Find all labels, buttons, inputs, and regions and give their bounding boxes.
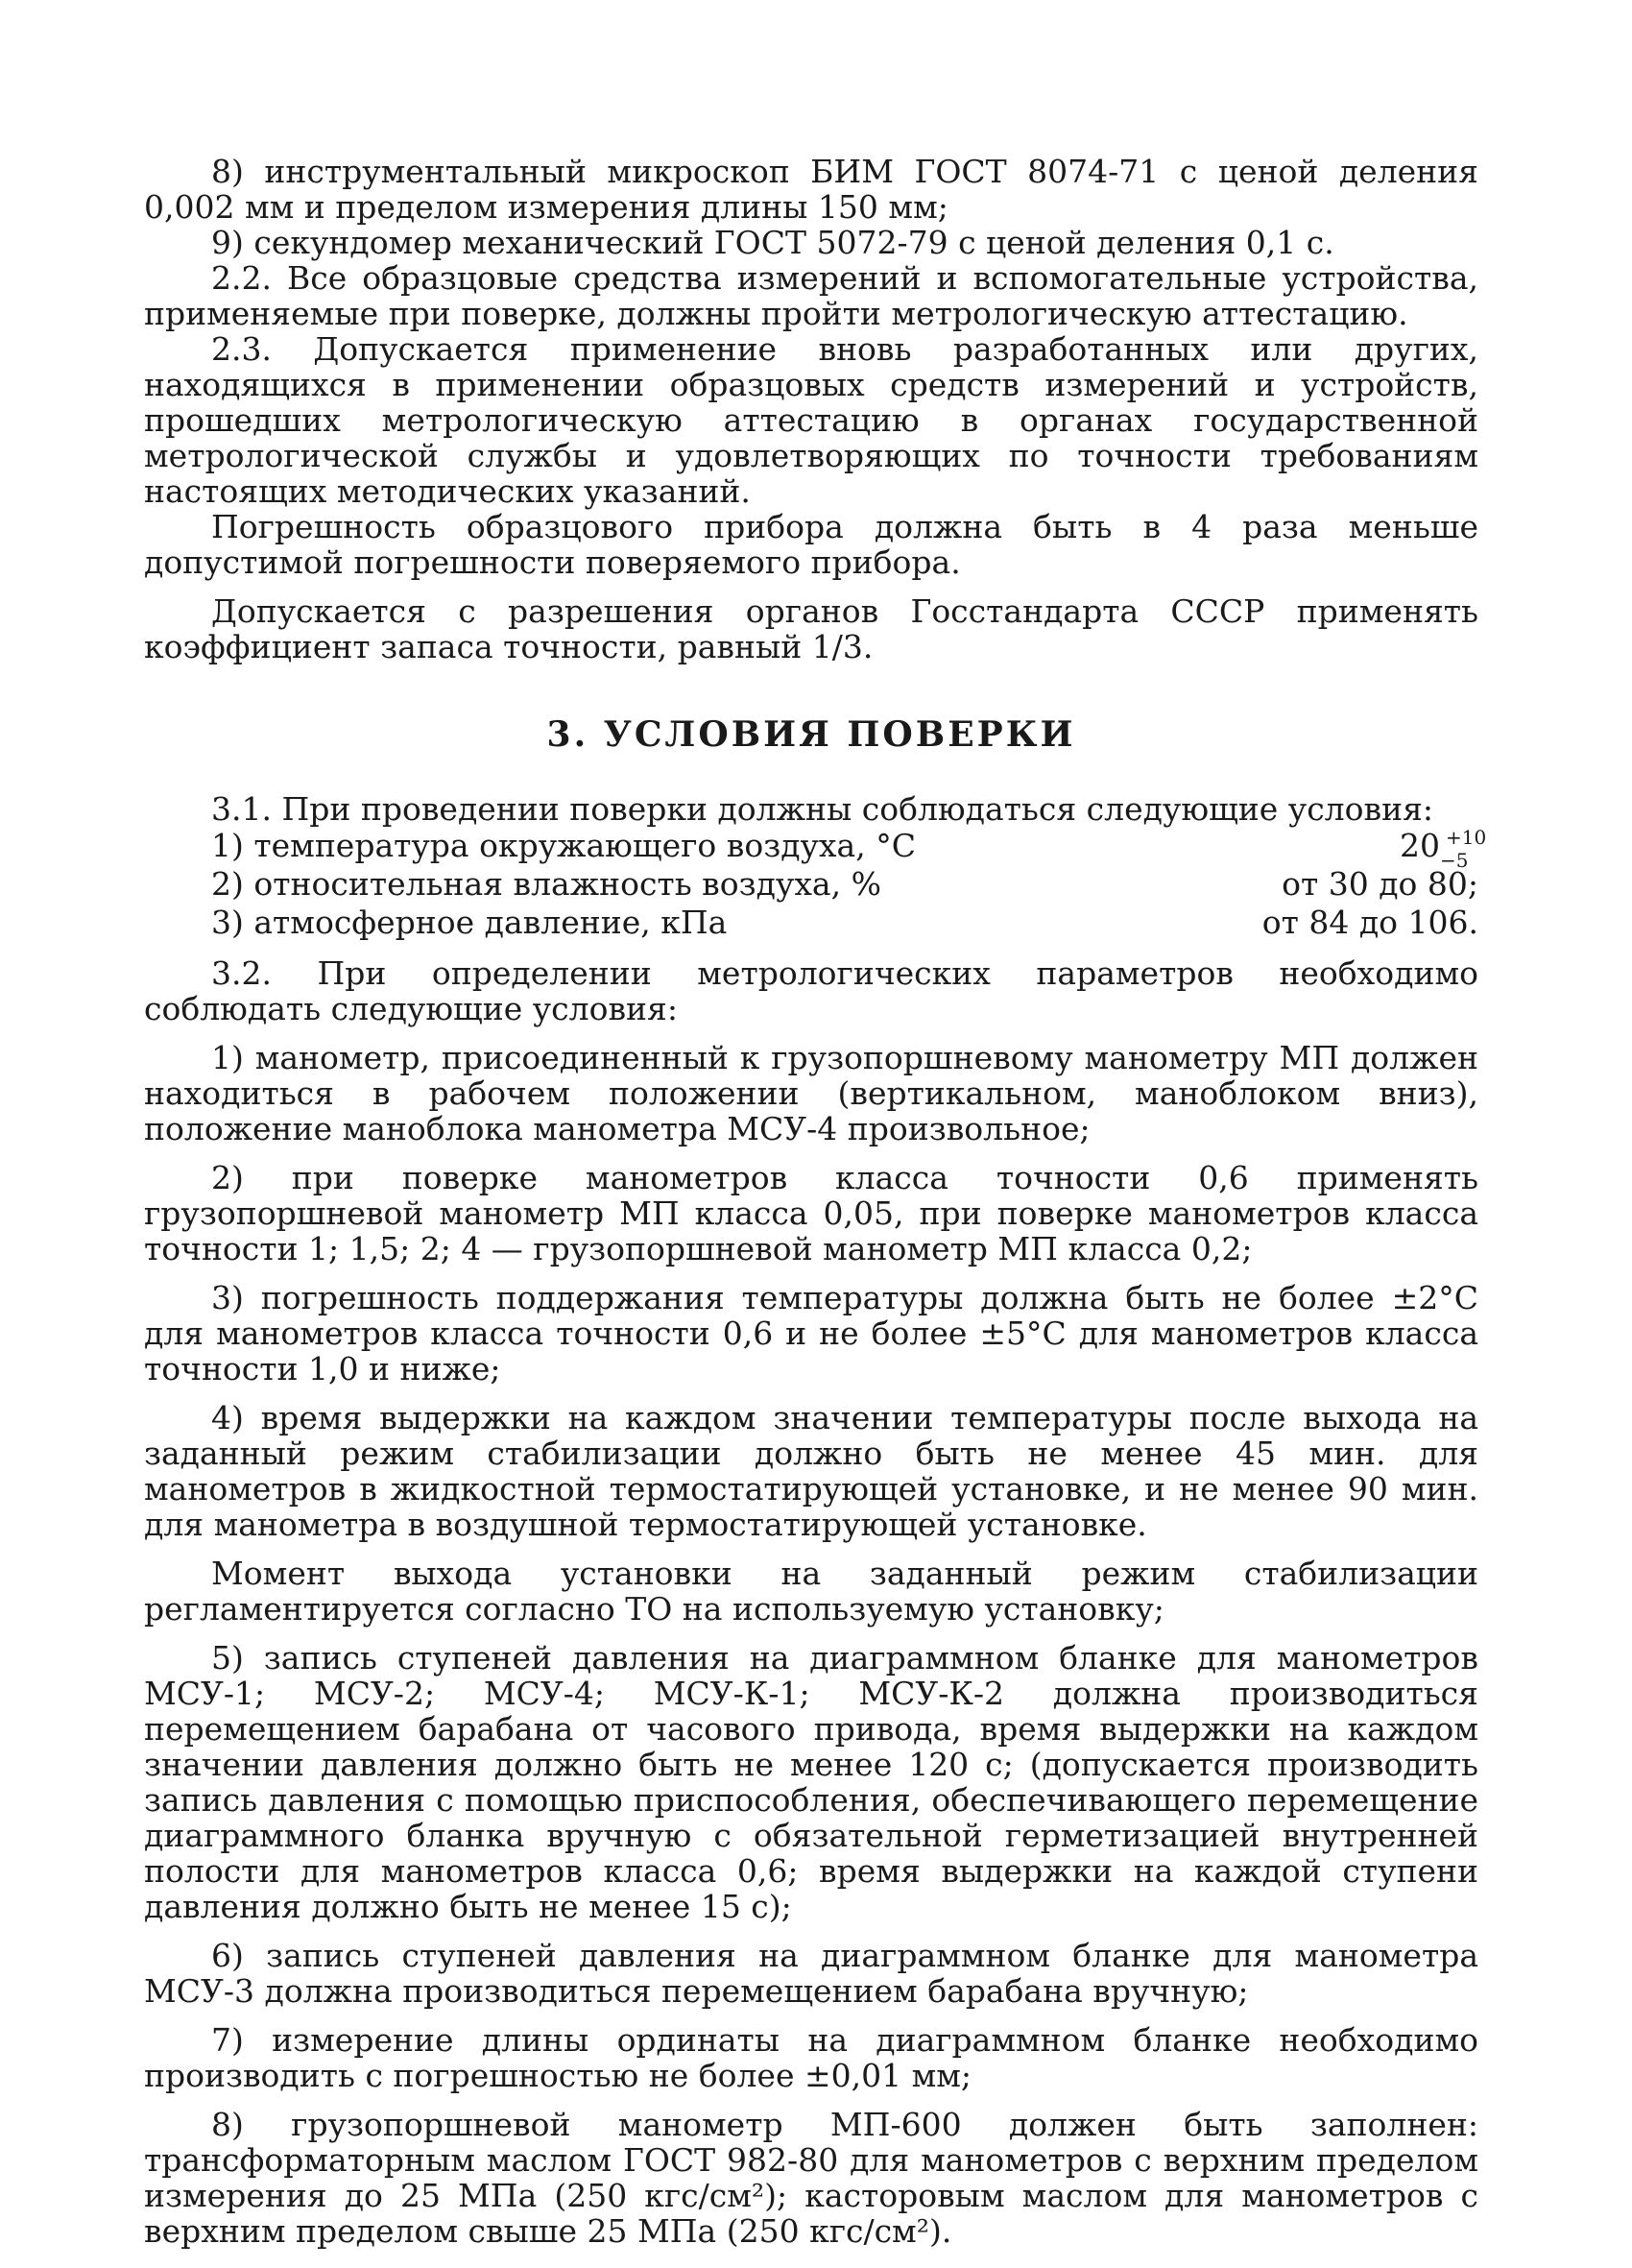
condition-temperature [144, 826, 1487, 872]
condition-value: 20 +10 −5 [1400, 826, 1487, 872]
document-page [144, 153, 1487, 2250]
list-item: 3) погрешность поддержания температуры должна быть не более ±2°С для манометров класса точности 0,6 и не более ±5°С для манометров класса точности 1,0 и ниже; [144, 1279, 1478, 1387]
list-item: 7) измерение длины ординаты на диаграммном бланке необходимо производить с погрешностью не более ±0,01 мм; [144, 2021, 1478, 2094]
list-item: Момент выхода установки на заданный режим стабилизации регламентируется согласно ТО на используемую установку; [144, 1555, 1478, 1628]
condition-pressure [144, 904, 1478, 942]
paragraph-2-3-coefficient: Допускается с разрешения органов Госстандарта СССР применять коэффициент запаса точности, равный 1/3. [144, 592, 1478, 665]
list-item: 6) запись ступеней давления на диаграммном бланке для манометра МСУ-3 должна производиться перемещением барабана вручную; [144, 1937, 1478, 2010]
paragraph-3-2: 3.2. При определении метрологических параметров необходимо соблюдать следующие условия: [144, 954, 1478, 1027]
paragraph-2-2: 2.2. Все образцовые средства измерений и вспомогательные устройства, применяемые при поверке, должны пройти метрологическую аттестацию. [144, 259, 1478, 332]
condition-value: от 30 до 80; [1282, 865, 1478, 903]
paragraph-3-1: 3.1. При проведении поверки должны соблюдаться следующие условия: [211, 790, 1434, 828]
condition-humidity [144, 865, 1478, 904]
section-3-title: 3. УСЛОВИЯ ПОВЕРКИ [546, 714, 1076, 755]
condition-label: 1) температура окружающего воздуха, °С [211, 827, 916, 864]
list-item: 1) манометр, присоединенный к грузопоршневому манометру МП должен находиться в рабочем положении (вертикальном, маноблоком вниз), положение маноблока манометра МСУ-4 произвольное; [144, 1039, 1478, 1147]
list-item: 2) при поверке манометров класса точности 0,6 применять грузопоршневой манометр МП класса 0,05, при поверке манометров класса точности 1; 1,5; 2; 4 — грузопоршневой манометр МП класса 0,2; [144, 1159, 1478, 1267]
condition-value: от 84 до 106. [1261, 904, 1478, 941]
list-item: 4) время выдержки на каждом значении температуры после выхода на заданный режим стабилизации должно быть не менее 45 мин. для манометров в жидкостной термостатирующей установке, и не менее 90 мин. для манометра в воздушной термостатирующей установке. [144, 1399, 1478, 1543]
list-item: 5) запись ступеней давления на диаграммном бланке для манометров МСУ-1; МСУ-2; МСУ-4; МСУ-К-1; МСУ-К-2 должна производиться перемещением барабана от часового привода, время выдержки на каждом значении давления должно быть не менее 120 с; (допускается производить запись давления с помощью приспособления, обеспечивающего перемещение диаграммного бланка вручную с обязательной герметизацией внутренней полости для манометров класса 0,6; время выдержки на каждой ступени давления должно быть не менее 15 с); [144, 1639, 1478, 1925]
tolerance: +10 −5 [1440, 826, 1487, 872]
condition-label: 2) относительная влажность воздуха, % [211, 865, 881, 903]
item-9-stopwatch: 9) секундомер механический ГОСТ 5072-79 с ценой деления 0,1 с. [211, 224, 1334, 261]
paragraph-2-3-accuracy: Погрешность образцового прибора должна быть в 4 раза меньше допустимой погрешности поверяемого прибора. [144, 508, 1478, 581]
list-item: 8) грузопоршневой манометр МП-600 должен быть заполнен: трансформаторным маслом ГОСТ 982-80 для манометров с верхним пределом измерения до 25 МПа (250 кгс/см²); касторовым маслом для манометров с верхним пределом свыше 25 МПа (250 кгс/см²). [144, 2106, 1478, 2250]
paragraph-2-3: 2.3. Допускается применение вновь разработанных или других, находящихся в применении образцовых средств измерений и устройств, прошедших метрологическую аттестацию в органах государственной метрологической службы и удовлетворяющих по точности требованиям настоящих методических указаний. [144, 330, 1478, 510]
item-8-microscope: 8) инструментальный микроскоп БИМ ГОСТ 8074-71 с ценой деления 0,002 мм и пределом измерения длины 150 мм; [144, 153, 1478, 226]
condition-label: 3) атмосферное давление, кПа [211, 904, 728, 941]
